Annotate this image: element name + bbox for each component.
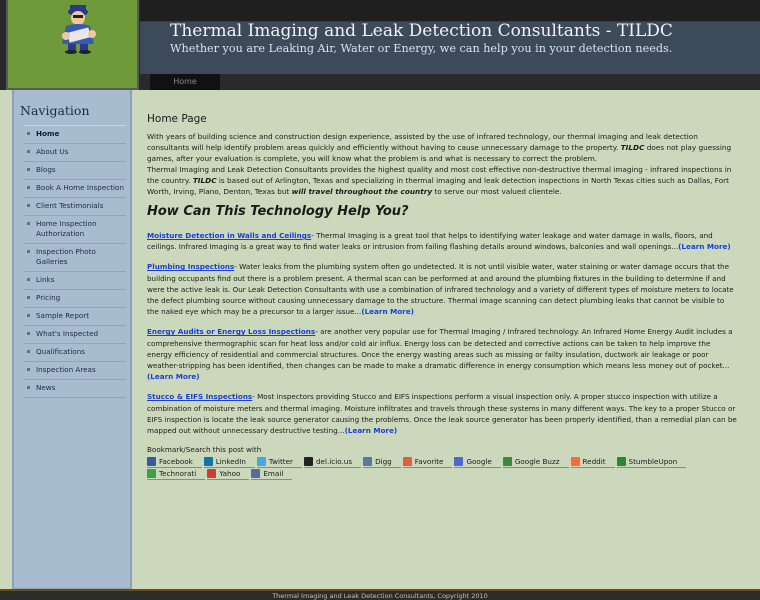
service-stucco-link[interactable]: Stucco & EIFS Inspections bbox=[147, 392, 253, 402]
bookmark-label-text: Favorite bbox=[414, 456, 444, 466]
intro-paragraph-2 bbox=[147, 164, 737, 197]
service-stucco bbox=[147, 391, 737, 436]
bookmark-label-text: Google bbox=[466, 456, 492, 466]
service-plumbing-link[interactable]: Plumbing Inspections bbox=[147, 262, 235, 272]
intro-2-text-mid: is based out of Arlington, Texas and specializing in thermal imaging and leak detection inspections in North Texas cities such as Dallas, Fort Worth, Irving, Plano, Denton, Texas but bbox=[147, 176, 730, 196]
service-energy-text: - are another very popular use for Thermal Imaging / Infrared technology. An Infrared Home Energy Audit includes a comprehensive thermographic scan for heat loss and/or cold air influx. Energy loss can be detected and corrective actions can be taken to help improve the energy efficiency of residential and commercial structures. Once the energy wasting areas such as missing or failty insulation, ductwork air leakage or poor weather-stripping has been identified, then changes can be made to make a dramatic difference in energy consumption which means less money out of pocket... bbox=[147, 327, 733, 371]
delicious-icon bbox=[304, 457, 313, 466]
intro-1-text-end: does not play guessing games, after your evaluation is complete, you will know what the problem is and what is necessary to correct the problem. bbox=[147, 143, 732, 163]
bookmark-stumbleupon[interactable] bbox=[617, 456, 687, 468]
service-energy-link[interactable]: Energy Audits or Energy Loss Inspections bbox=[147, 327, 316, 337]
technorati-icon bbox=[147, 469, 156, 478]
site-tagline: Whether you are Leaking Air, Water or Energy, we can help you in your detection needs. bbox=[170, 42, 673, 55]
email-icon bbox=[251, 469, 260, 478]
facebook-icon bbox=[147, 457, 156, 466]
sidebar-item-book-inspection[interactable]: Book A Home Inspection bbox=[24, 180, 126, 198]
mascot-logo-icon bbox=[8, 0, 137, 88]
bookmark-label-text: Reddit bbox=[582, 456, 606, 466]
footer-copyright: Thermal Imaging and Leak Detection Consultants, Copyright 2010 bbox=[272, 592, 488, 600]
sidebar-item-qualifications[interactable]: Qualifications bbox=[24, 344, 126, 362]
bookmark-technorati[interactable] bbox=[147, 468, 205, 480]
bookmark-label-text: Twitter bbox=[268, 456, 293, 466]
bookmark-delicious[interactable] bbox=[304, 456, 361, 468]
service-stucco-learn-more[interactable]: (Learn More) bbox=[344, 426, 398, 436]
linkedin-icon bbox=[204, 457, 213, 466]
service-moisture-learn-more[interactable]: (Learn More) bbox=[678, 242, 731, 252]
sidebar-item-authorization[interactable]: Home Inspection Authorization bbox=[24, 216, 126, 244]
bookmark-label-text: Yahoo bbox=[219, 468, 241, 478]
bookmark-label: Bookmark/Search this post with bbox=[147, 445, 262, 455]
intro-2-text: Thermal Imaging and Leak Detection Consultants provides the highest quality and most cost effective non-destructive thermal imaging - infrared inspections in the country. bbox=[147, 165, 732, 185]
sidebar-item-pricing[interactable]: Pricing bbox=[24, 290, 126, 308]
sidebar-item-inspection-areas[interactable]: Inspection Areas bbox=[24, 362, 126, 380]
intro-2-brand: TILDC bbox=[192, 176, 217, 185]
bookmark-linkedin[interactable] bbox=[204, 456, 255, 468]
service-plumbing-learn-more[interactable]: (Learn More) bbox=[361, 307, 414, 317]
reddit-icon bbox=[571, 457, 580, 466]
sidebar-item-photo-galleries[interactable]: Inspection Photo Galleries bbox=[24, 244, 126, 272]
favorite-icon bbox=[403, 457, 412, 466]
intro-1-text: With years of building science and construction design experience, assisted by the use of infrared technology, our thermal imaging and leak detection consultants will help identify problem areas quickly and efficiently without having to cause unnecessary damage to the property. bbox=[147, 132, 698, 152]
bookmark-label-text: Digg bbox=[375, 456, 392, 466]
intro-1-brand: TILDC bbox=[620, 143, 645, 152]
bookmark-label-text: Technorati bbox=[159, 468, 197, 478]
sidebar-item-about-us[interactable]: About Us bbox=[24, 144, 126, 162]
bookmark-email[interactable] bbox=[251, 468, 292, 480]
sidebar-item-links[interactable]: Links bbox=[24, 272, 126, 290]
header-top-strip bbox=[140, 0, 760, 22]
google-icon bbox=[454, 457, 463, 466]
service-energy bbox=[147, 326, 737, 382]
bookmark-favorite[interactable] bbox=[403, 456, 453, 468]
bookmark-label-text: LinkedIn bbox=[215, 456, 246, 466]
service-stucco-text: - Most inspectors providing Stucco and EIFS inspections perform a visual inspection only. A proper stucco inspection with utilize a combination of moisture meters and thermal imaging. Moisture infiltrates and travels through these systems in many different ways. The key to a proper Stucco or EIFS inspection is locate the leak source generator causing the problems. Once the leak source generator has been properly identified, than a remedial plan can be mapped out without unnecessary destructive testing... bbox=[147, 392, 737, 436]
service-energy-learn-more[interactable]: (Learn More) bbox=[147, 372, 200, 382]
sidebar bbox=[12, 90, 132, 590]
main-content bbox=[147, 113, 737, 480]
logo[interactable] bbox=[6, 0, 139, 90]
bookmark-facebook[interactable] bbox=[147, 456, 202, 468]
digg-icon bbox=[363, 457, 372, 466]
sidebar-item-whats-inspected[interactable]: What's Inspected bbox=[24, 326, 126, 344]
sidebar-item-home[interactable]: Home bbox=[24, 126, 126, 144]
bookmark-reddit[interactable] bbox=[571, 456, 615, 468]
sidebar-item-blogs[interactable]: Blogs bbox=[24, 162, 126, 180]
bookmark-label-text: Google Buzz bbox=[514, 456, 560, 466]
bookmark-google-buzz[interactable] bbox=[503, 456, 569, 468]
service-plumbing-text: - Water leaks from the plumbing system often go undetected. It is not until visible water, water staining or water damage occurs that the building occupants find out there is a problem present. A thermal scan can be performed at and around the plumbing fixtures in the building to determine if and were the active leak is. Our Leak Detection Consultants with use a combination of infrared technology and a variety of different types of moisture meters to locate the defect plumbing source without causing unnecessary damage to the structure. Thermal image scanning can detect plumbing leaks that cannot be visible to the naked eye which may be a precursor to a larger issue... bbox=[147, 262, 734, 317]
bookmark-label-text: StumbleUpon bbox=[628, 456, 678, 466]
tab-home[interactable]: Home bbox=[150, 74, 220, 90]
bookmark-list bbox=[147, 456, 737, 480]
yahoo-icon bbox=[207, 469, 216, 478]
google-buzz-icon bbox=[503, 457, 512, 466]
sidebar-item-sample-report[interactable]: Sample Report bbox=[24, 308, 126, 326]
service-moisture-link[interactable]: Moisture Detection in Walls and Ceilings bbox=[147, 231, 312, 240]
site-title: Thermal Imaging and Leak Detection Consultants - TILDC bbox=[170, 21, 673, 41]
intro-2-emphasis: will travel throughout the country bbox=[291, 187, 433, 196]
footer bbox=[0, 589, 760, 600]
intro-paragraph-1 bbox=[147, 131, 737, 164]
section-heading: How Can This Technology Help You? bbox=[147, 204, 409, 219]
service-moisture bbox=[147, 230, 737, 252]
bookmark-twitter[interactable] bbox=[257, 456, 302, 468]
bookmark-google[interactable] bbox=[454, 456, 500, 468]
service-moisture-text: - Thermal Imaging is a great tool that helps to identifying water leakage and water damage in walls, floors, and ceilings. Infrared Imaging is a great way to find water leaks or intrusion from failing flashing details around windows, balconies and wall openings... bbox=[147, 231, 713, 252]
bookmark-yahoo[interactable] bbox=[207, 468, 249, 480]
bookmark-label-text: del.icio.us bbox=[316, 456, 353, 466]
service-plumbing bbox=[147, 261, 737, 317]
sidebar-item-news[interactable]: News bbox=[24, 380, 126, 398]
bookmark-label-text: Facebook bbox=[159, 456, 193, 466]
bookmark-digg[interactable] bbox=[363, 456, 401, 468]
page-title: Home Page bbox=[147, 113, 207, 125]
twitter-icon bbox=[257, 457, 266, 466]
sidebar-nav bbox=[24, 125, 126, 398]
sidebar-heading: Navigation bbox=[20, 103, 90, 118]
intro-2-text-end: to serve our most valued clientele. bbox=[432, 187, 562, 196]
stumbleupon-icon bbox=[617, 457, 626, 466]
bookmark-label-text: Email bbox=[263, 468, 284, 478]
sidebar-item-testimonials[interactable]: Client Testimonials bbox=[24, 198, 126, 216]
